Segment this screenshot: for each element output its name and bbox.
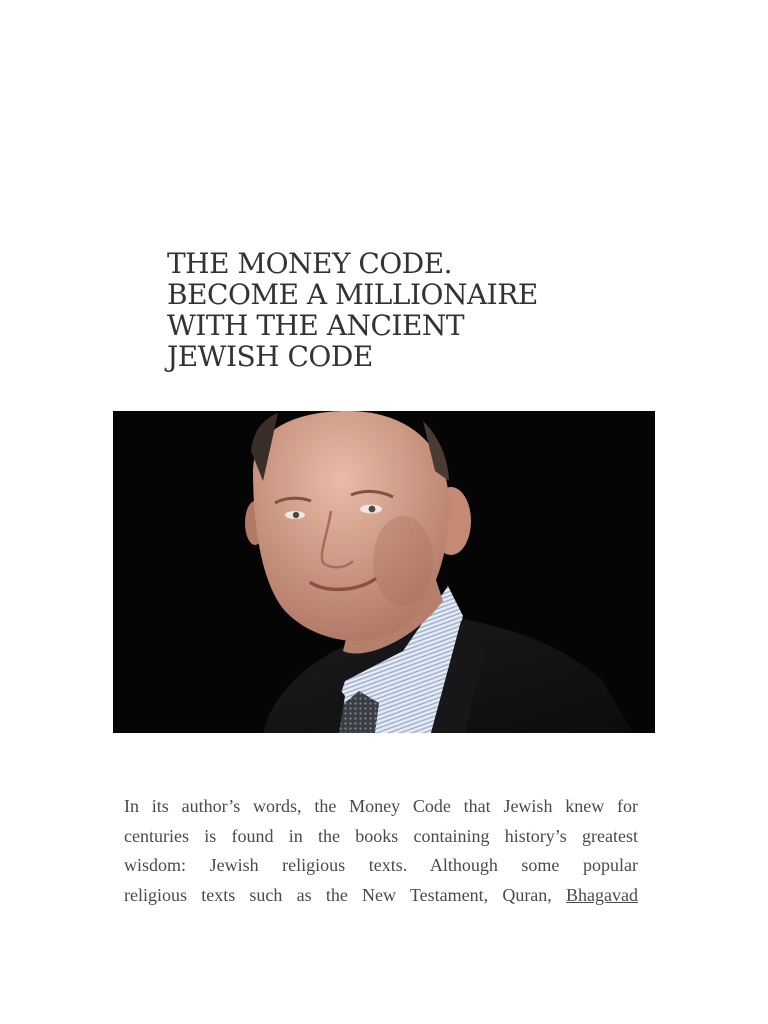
paragraph-line-4 <box>124 881 638 911</box>
paragraph-line-3: wisdom: Jewish religious texts. Although some popular <box>124 855 638 875</box>
article-title-line-4: JEWISH CODE <box>167 340 373 373</box>
author-photo <box>113 411 655 733</box>
article-title-line-3: WITH THE ANCIENT <box>167 309 465 342</box>
article-title <box>167 248 637 372</box>
paragraph-line-4-text: religious texts such as the New Testament, Quran, <box>124 884 567 905</box>
paragraph-line-1: In its author’s words, the Money Code that Jewish knew for <box>124 796 638 816</box>
bhagavad-link[interactable]: Bhagavad <box>566 884 638 905</box>
paragraph-line-2: centuries is found in the books containing history’s greatest <box>124 825 638 846</box>
article-paragraph <box>124 792 638 910</box>
article-title-line-2: BECOME A MILLIONAIRE <box>167 278 538 311</box>
article-title-line-1: THE MONEY CODE. <box>167 247 453 280</box>
